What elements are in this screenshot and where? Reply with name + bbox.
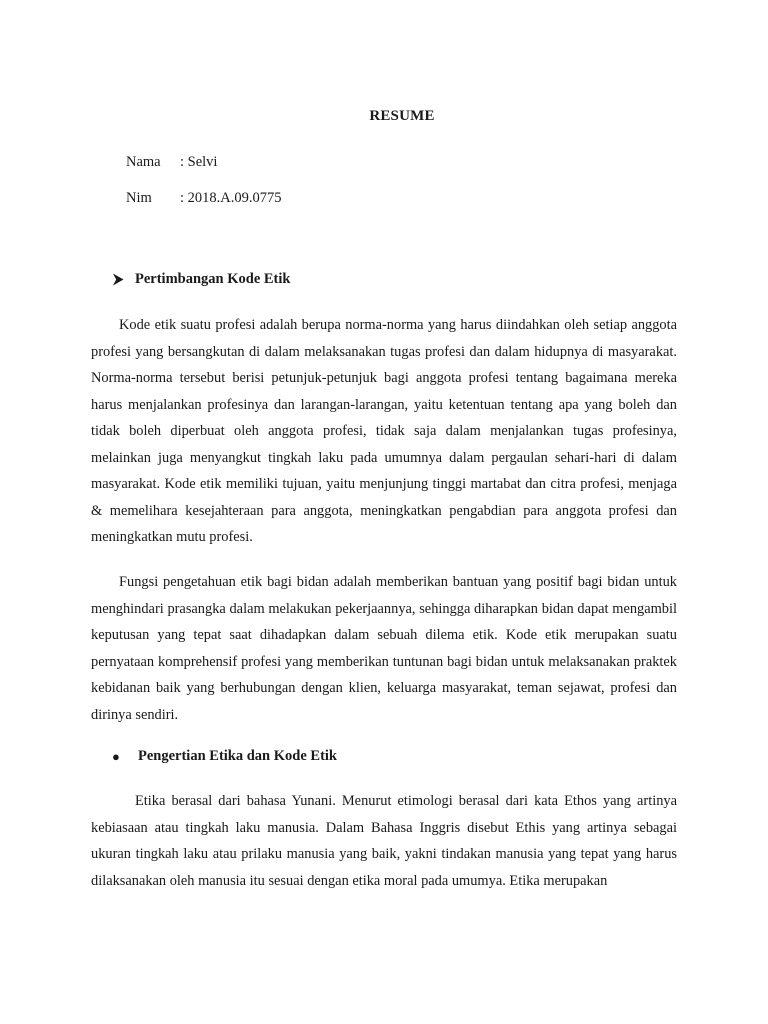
nim-value: : 2018.A.09.0775 (180, 190, 282, 206)
bullet-icon: ● (112, 748, 120, 764)
nim-label: Nim (126, 190, 152, 206)
arrowhead-icon (112, 273, 135, 286)
section-heading-text: Pertimbangan Kode Etik (135, 271, 291, 287)
name-value: : Selvi (180, 154, 218, 170)
section-heading-pertimbangan (112, 271, 290, 288)
paragraph: Fungsi pengetahuan etik bagi bidan adalah memberikan bantuan yang positif bagi bidan untuk menghindari prasangka dalam melakukan pekerjaannya, sehingga diharapkan bidan dapat mengambil keputusan yang tepat saat dihadapkan dalam sebuah dilema etik. Kode etik merupakan suatu pernyataan komprehensif profesi yang memberikan tuntunan bagi bidan untuk melaksanakan praktek kebidanan baik yang berhubungan dengan klien, keluarga masyarakat, teman sejawat, profesi dan dirinya sendiri. (91, 574, 677, 723)
name-row (126, 154, 217, 171)
paragraph: Etika berasal dari bahasa Yunani. Menurut etimologi berasal dari kata Ethos yang artinya kebiasaan atau tingkah laku manusia. Dalam Bahasa Inggris disebut Ethis yang artinya sebagai ukuran tingkah laku atau prilaku manusia yang baik, yakni tindakan manusia yang tepat yang harus dilaksanakan oleh manusia itu sesuai dengan etika moral pada umumya. Etika merupakan (91, 793, 677, 889)
name-label: Nama (126, 154, 161, 170)
paragraph: Kode etik suatu profesi adalah berupa norma-norma yang harus diindahkan oleh setiap anggota profesi yang bersangkutan di dalam melaksanakan tugas profesi dan dalam hidupnya di masyarakat. Norma-norma tersebut berisi petunjuk-petunjuk bagi anggota profesi tentang bagaimana mereka harus menjalankan profesinya dan larangan-larangan, yaitu ketentuan tentang apa yang boleh dan tidak boleh diperbuat oleh anggota profesi, tidak saja dalam menjalankan tugas profesinya, melainkan juga menyangkut tingkah laku pada umumnya dalam pergaulan sehari-hari di dalam masyarakat. Kode etik memiliki tujuan, yaitu menjunjung tinggi martabat dan citra profesi, menjaga & memelihara kesejahteraan para anggota, meningkatkan pengabdian para anggota profesi dan meningkatkan mutu profesi. (91, 317, 677, 545)
section-heading-pengertian (112, 748, 337, 765)
section-heading-text: Pengertian Etika dan Kode Etik (138, 748, 337, 764)
document-title: RESUME (369, 108, 435, 124)
nim-row (126, 190, 282, 207)
